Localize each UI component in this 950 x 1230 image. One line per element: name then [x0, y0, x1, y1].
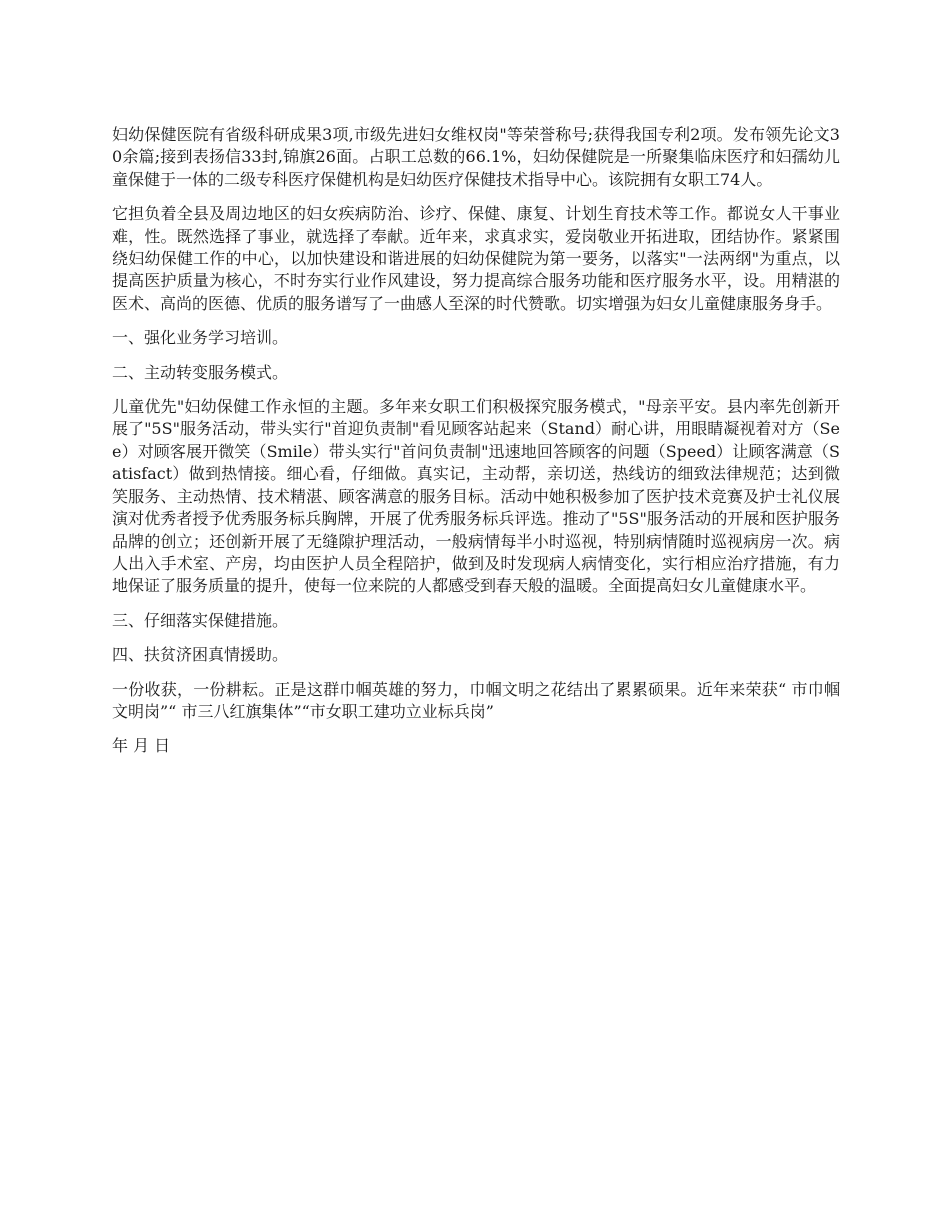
- section-heading-2: 二、主动转变服务模式。: [112, 362, 289, 382]
- paragraph-duties: 它担负着全县及周边地区的妇女疾病防治、诊疗、保健、康复、计划生育技术等工作。都说女人干事业难，性。既然选择了事业，就选择了奉献。近年来，求真求实，爱岗敬业开拓进取，团结协作。紧紧围绕妇幼保健工作的中心，以加快建设和谐进展的妇幼保健院为第一要务，以落实"一法两纲"为重点，以提高医护质量为核心，不时夯实行业作风建设，努力提高综合服务功能和医疗服务水平，设。用精湛的医术、高尚的医德、优质的服务谱写了一曲感人至深的时代赞歌。切实增强为妇女儿童健康服务身手。: [112, 204, 840, 313]
- section-heading-4: 四、扶贫济困真情援助。: [112, 645, 289, 665]
- paragraph-service-mode: 儿童优先"妇幼保健工作永恒的主题。多年来女职工们积极探究服务模式，"母亲平安。县内率先创新开展了"5S"服务活动，带头实行"首迎负责制"看见顾客站起来（Stand）耐心讲，用眼睛凝视着对方（See）对顾客展开微笑（Smile）带头实行"首问负责制"迅速地回答顾客的问题（Speed）让顾客满意（Satisfact）做到热情接。细心看，仔细做。真实记，主动帮，亲切送，热线访的细致法律规范；达到微笑服务、主动热情、技术精湛、顾客满意的服务目标。活动中她积极参加了医护技术竞赛及护士礼仪展演对优秀者授予优秀服务标兵胸牌，开展了优秀服务标兵评选。推动了"5S"服务活动的开展和医护服务品牌的创立；还创新开展了无缝隙护理活动，一般病情每半小时巡视，特别病情随时巡视病房一次。病人出入手术室、产房，均由医护人员全程陪护，做到及时发现病人病情变化，实行相应治疗措施，有力地保证了服务质量的提升，使每一位来院的人都感受到春天般的温暖。全面提高妇女儿童健康水平。: [112, 397, 840, 596]
- paragraph-honors: 一份收获，一份耕耘。正是这群巾帼英雄的努力，巾帼文明之花结出了累累硕果。近年来荣获“ 市巾帼文明岗”“ 市三八红旗集体”“市女职工建功立业标兵岗”: [112, 679, 840, 721]
- date-line: 年 月 日: [112, 736, 171, 756]
- section-heading-3: 三、仔细落实保健措施。: [112, 610, 289, 630]
- section-heading-1: 一、强化业务学习培训。: [112, 328, 289, 348]
- paragraph-intro: 妇幼保健医院有省级科研成果3项,市级先进妇女维权岗"等荣誉称号;获得我国专利2项。发布领先论文30余篇;接到表扬信33封,锦旗26面。占职工总数的66.1%，妇幼保健院是一所聚集临床医疗和妇孺幼儿童保健于一体的二级专科医疗保健机构是妇幼医疗保健技术指导中心。该院拥有女职工74人。: [112, 125, 840, 189]
- document-page: [112, 124, 840, 758]
